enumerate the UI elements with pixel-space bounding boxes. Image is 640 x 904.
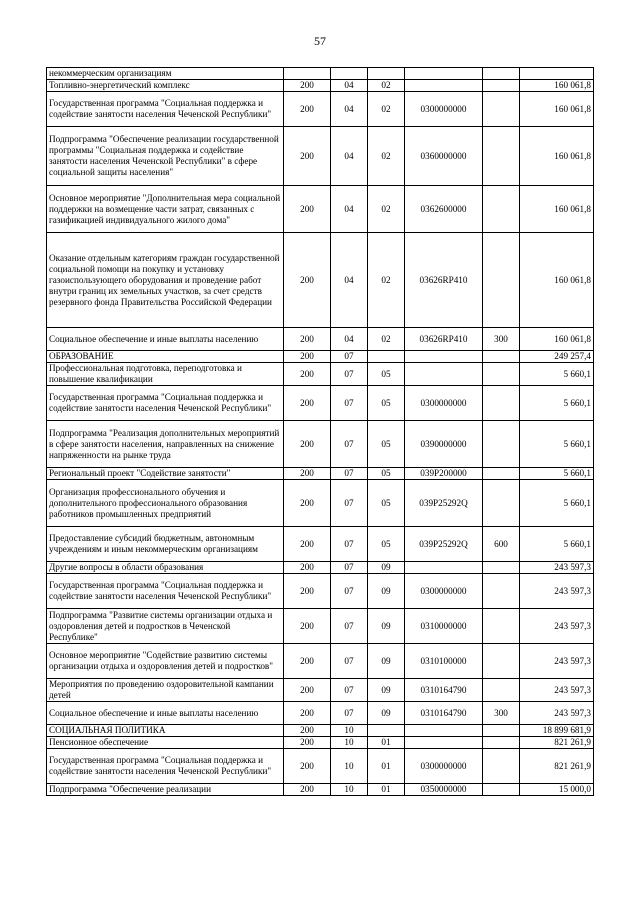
row-name-cell: Пенсионное обеспечение [47,737,284,749]
row-grbs-cell: 200 [284,609,331,644]
row-name-cell: Оказание отдельным категориям граждан государственной социальной помощи на покупку и установку газоиспользующего оборудования и проведение работ внутри границ их земельных участков, за счет средств резервного фонда Правительства Российской Федерации [47,233,284,328]
row-subsection-cell [368,68,405,80]
row-section-cell: 07 [331,363,368,386]
row-grbs-cell: 200 [284,468,331,480]
table-row [47,702,594,725]
row-grbs-cell: 200 [284,386,331,421]
table-row [47,644,594,679]
row-section-cell: 10 [331,749,368,784]
row-section-cell: 07 [331,562,368,574]
row-subsection-cell: 01 [368,784,405,796]
row-target-article-cell: 0390000000 [405,421,483,468]
row-expense-type-cell [483,127,520,186]
row-expense-type-cell [483,421,520,468]
table-row [47,186,594,233]
row-subsection-cell: 09 [368,644,405,679]
row-subsection-cell: 05 [368,468,405,480]
row-target-article-cell: 039P25292Q [405,527,483,562]
row-amount-cell: 243 597,3 [520,574,594,609]
row-grbs-cell: 200 [284,574,331,609]
row-section-cell: 07 [331,644,368,679]
row-section-cell: 07 [331,421,368,468]
row-subsection-cell: 09 [368,562,405,574]
table-row [47,127,594,186]
row-grbs-cell: 200 [284,737,331,749]
row-amount-cell: 5 660,1 [520,363,594,386]
row-target-article-cell [405,725,483,737]
row-amount-cell: 15 000,0 [520,784,594,796]
row-grbs-cell: 200 [284,784,331,796]
row-name-cell: ОБРАЗОВАНИЕ [47,351,284,363]
row-grbs-cell: 200 [284,328,331,351]
row-amount-cell: 5 660,1 [520,527,594,562]
row-section-cell [331,68,368,80]
row-amount-cell: 243 597,3 [520,702,594,725]
row-target-article-cell [405,68,483,80]
row-name-cell: Социальное обеспечение и иные выплаты населению [47,328,284,351]
row-grbs-cell: 200 [284,562,331,574]
row-target-article-cell: 0310000000 [405,609,483,644]
row-target-article-cell: 0310100000 [405,644,483,679]
row-expense-type-cell [483,562,520,574]
row-section-cell: 04 [331,127,368,186]
row-target-article-cell [405,562,483,574]
table-row [47,80,594,92]
row-expense-type-cell [483,679,520,702]
row-target-article-cell [405,363,483,386]
row-section-cell: 07 [331,480,368,527]
row-subsection-cell [368,725,405,737]
row-grbs-cell: 200 [284,725,331,737]
row-subsection-cell: 05 [368,386,405,421]
row-amount-cell: 160 061,8 [520,92,594,127]
row-subsection-cell: 02 [368,80,405,92]
row-name-cell: Подпрограмма "Обеспечение реализации [47,784,284,796]
row-target-article-cell: 03626RP410 [405,233,483,328]
table-row [47,68,594,80]
row-target-article-cell [405,351,483,363]
page-number: 57 [314,34,326,48]
row-grbs-cell: 200 [284,233,331,328]
row-subsection-cell: 02 [368,127,405,186]
table-row [47,386,594,421]
row-subsection-cell: 02 [368,186,405,233]
row-expense-type-cell [483,644,520,679]
row-grbs-cell: 200 [284,363,331,386]
row-amount-cell: 821 261,9 [520,737,594,749]
row-expense-type-cell [483,386,520,421]
row-expense-type-cell [483,609,520,644]
row-section-cell: 07 [331,679,368,702]
table-row [47,527,594,562]
row-subsection-cell: 09 [368,679,405,702]
row-subsection-cell [368,351,405,363]
row-name-cell: Другие вопросы в области образования [47,562,284,574]
row-grbs-cell: 200 [284,702,331,725]
row-name-cell: Государственная программа "Социальная поддержка и содействие занятости населения Чеченской Республики" [47,574,284,609]
row-subsection-cell: 09 [368,609,405,644]
row-target-article-cell: 039P25292Q [405,480,483,527]
row-grbs-cell: 200 [284,80,331,92]
row-subsection-cell: 01 [368,749,405,784]
row-grbs-cell [284,68,331,80]
row-name-cell: Региональный проект "Содействие занятости" [47,468,284,480]
row-section-cell: 04 [331,186,368,233]
row-name-cell: Государственная программа "Социальная поддержка и содействие занятости населения Чеченской Республики" [47,92,284,127]
row-name-cell: Государственная программа "Социальная поддержка и содействие занятости населения Чеченской Республики" [47,749,284,784]
row-expense-type-cell: 300 [483,328,520,351]
row-amount-cell: 821 261,9 [520,749,594,784]
row-target-article-cell: 0300000000 [405,574,483,609]
row-target-article-cell: 03626RP410 [405,328,483,351]
row-amount-cell [520,68,594,80]
row-subsection-cell: 05 [368,421,405,468]
row-section-cell: 04 [331,92,368,127]
row-name-cell: Основное мероприятие "Содействие развитию системы организации отдыха и оздоровления детей и подростков" [47,644,284,679]
row-target-article-cell: 0300000000 [405,386,483,421]
row-section-cell: 07 [331,527,368,562]
row-amount-cell: 160 061,8 [520,127,594,186]
row-target-article-cell: 0350000000 [405,784,483,796]
row-expense-type-cell [483,68,520,80]
table-row [47,784,594,796]
row-expense-type-cell [483,186,520,233]
budget-table [46,67,594,796]
row-amount-cell: 5 660,1 [520,480,594,527]
row-subsection-cell: 05 [368,480,405,527]
row-grbs-cell: 200 [284,127,331,186]
row-subsection-cell: 05 [368,363,405,386]
row-section-cell: 07 [331,609,368,644]
table-row [47,574,594,609]
row-name-cell: Организация профессионального обучения и дополнительного профессионального образования работников промышленных предприятий [47,480,284,527]
row-subsection-cell: 09 [368,574,405,609]
row-amount-cell: 5 660,1 [520,421,594,468]
row-name-cell: Государственная программа "Социальная поддержка и содействие занятости населения Чеченской Республики" [47,386,284,421]
table-row [47,351,594,363]
row-subsection-cell: 09 [368,702,405,725]
row-name-cell: Предоставление субсидий бюджетным, автономным учреждениям и иным некоммерческим организациям [47,527,284,562]
row-name-cell: некоммерческим организациям [47,68,284,80]
row-amount-cell: 249 257,4 [520,351,594,363]
table-row [47,480,594,527]
table-row [47,562,594,574]
row-target-article-cell: 039P200000 [405,468,483,480]
row-expense-type-cell: 300 [483,702,520,725]
row-amount-cell: 18 899 681,9 [520,725,594,737]
row-grbs-cell: 200 [284,351,331,363]
row-section-cell: 04 [331,80,368,92]
row-section-cell: 10 [331,737,368,749]
row-amount-cell: 5 660,1 [520,468,594,480]
table-row [47,609,594,644]
row-grbs-cell: 200 [284,644,331,679]
table-row [47,363,594,386]
row-grbs-cell: 200 [284,679,331,702]
row-subsection-cell: 01 [368,737,405,749]
table-row [47,725,594,737]
row-amount-cell: 243 597,3 [520,644,594,679]
row-section-cell: 07 [331,468,368,480]
row-grbs-cell: 200 [284,527,331,562]
row-section-cell: 10 [331,784,368,796]
row-subsection-cell: 05 [368,527,405,562]
row-name-cell: Подпрограмма "Обеспечение реализации государственной программы "Социальная поддержка и содействие занятости населения Чеченской Республики" в сфере социальной защиты населения" [47,127,284,186]
row-section-cell: 07 [331,574,368,609]
row-target-article-cell: 0360000000 [405,127,483,186]
row-target-article-cell: 0310164790 [405,679,483,702]
table-row [47,92,594,127]
row-expense-type-cell [483,351,520,363]
row-name-cell: Топливно-энергетический комплекс [47,80,284,92]
row-subsection-cell: 02 [368,233,405,328]
row-expense-type-cell [483,574,520,609]
row-grbs-cell: 200 [284,480,331,527]
row-subsection-cell: 02 [368,328,405,351]
row-name-cell: Мероприятия по проведению оздоровительной кампании детей [47,679,284,702]
row-expense-type-cell [483,737,520,749]
row-name-cell: Социальное обеспечение и иные выплаты населению [47,702,284,725]
row-subsection-cell: 02 [368,92,405,127]
row-expense-type-cell [483,468,520,480]
row-target-article-cell [405,737,483,749]
table-row [47,233,594,328]
row-amount-cell: 243 597,3 [520,679,594,702]
row-amount-cell: 5 660,1 [520,386,594,421]
row-expense-type-cell [483,725,520,737]
row-amount-cell: 160 061,8 [520,328,594,351]
row-grbs-cell: 200 [284,421,331,468]
row-name-cell: СОЦИАЛЬНАЯ ПОЛИТИКА [47,725,284,737]
row-amount-cell: 160 061,8 [520,233,594,328]
row-section-cell: 07 [331,386,368,421]
row-name-cell: Основное мероприятие "Дополнительная мера социальной поддержки на возмещение части затрат, связанных с газификацией индивидуального жилого дома" [47,186,284,233]
row-name-cell: Профессиональная подготовка, переподготовка и повышение квалификации [47,363,284,386]
row-amount-cell: 243 597,3 [520,562,594,574]
row-amount-cell: 160 061,8 [520,80,594,92]
row-expense-type-cell [483,480,520,527]
row-expense-type-cell [483,749,520,784]
row-grbs-cell: 200 [284,92,331,127]
table-row [47,468,594,480]
row-target-article-cell: 0300000000 [405,92,483,127]
row-target-article-cell [405,80,483,92]
row-target-article-cell: 0310164790 [405,702,483,725]
row-grbs-cell: 200 [284,186,331,233]
row-section-cell: 07 [331,351,368,363]
row-name-cell: Подпрограмма "Реализация дополнительных мероприятий в сфере занятости населения, направленных на снижение напряженности на рынке труда [47,421,284,468]
row-section-cell: 10 [331,725,368,737]
row-grbs-cell: 200 [284,749,331,784]
row-target-article-cell: 0300000000 [405,749,483,784]
row-expense-type-cell: 600 [483,527,520,562]
row-expense-type-cell [483,92,520,127]
table-row [47,421,594,468]
table-row [47,737,594,749]
row-expense-type-cell [483,784,520,796]
row-name-cell: Подпрограмма "Развитие системы организации отдыха и оздоровления детей и подростков в Чеченской Республике" [47,609,284,644]
row-amount-cell: 160 061,8 [520,186,594,233]
table-row [47,749,594,784]
row-expense-type-cell [483,363,520,386]
row-expense-type-cell [483,233,520,328]
row-section-cell: 07 [331,702,368,725]
table-row [47,328,594,351]
row-amount-cell: 243 597,3 [520,609,594,644]
row-section-cell: 04 [331,328,368,351]
table-row [47,679,594,702]
row-expense-type-cell [483,80,520,92]
row-target-article-cell: 0362600000 [405,186,483,233]
row-section-cell: 04 [331,233,368,328]
